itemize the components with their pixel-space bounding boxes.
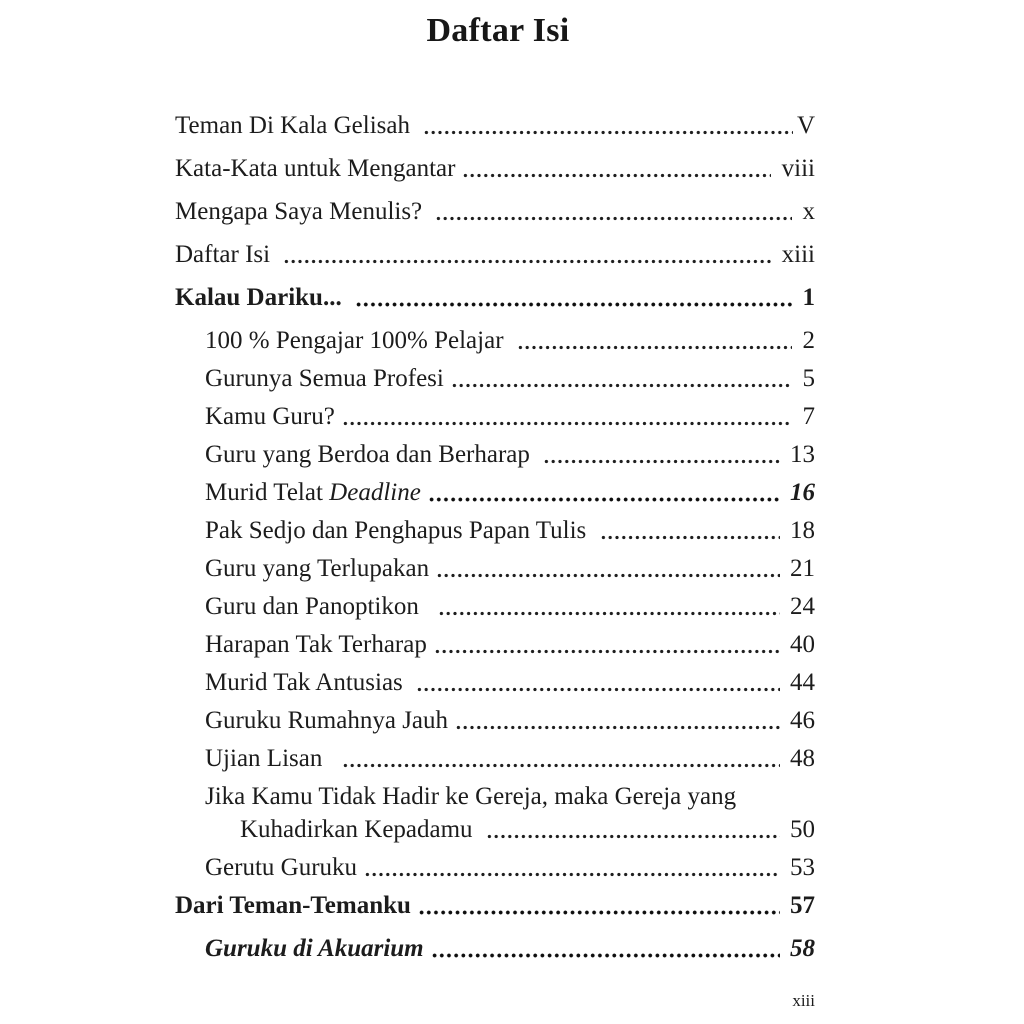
toc-entry-label-part: Mengapa Saya Menulis?: [175, 198, 429, 225]
dot-leader: [364, 872, 780, 877]
toc-entry: [175, 817, 815, 842]
toc-entry-page: 7: [796, 403, 815, 430]
toc-entry-label: [175, 156, 455, 181]
toc-entry: [175, 156, 815, 181]
toc-entry-page: V: [796, 112, 815, 139]
toc-entry-label: [205, 936, 424, 961]
toc-entry-page: 48: [783, 745, 815, 772]
toc-entry-label: [205, 480, 421, 505]
dot-leader: [283, 259, 771, 264]
toc-entry-line1: Jika Kamu Tidak Hadir ke Gereja, maka Gereja yang: [205, 783, 737, 810]
toc-entry-label-part: Guruku di Akuarium: [205, 935, 424, 962]
toc-entry-label-part: Gurunya Semua Profesi: [205, 365, 444, 392]
dot-leader: [355, 302, 792, 307]
dot-leader: [517, 345, 792, 350]
toc-entry-label: [205, 594, 431, 619]
toc-entry: [175, 285, 815, 310]
toc-entry-label: [175, 893, 411, 918]
toc-entry-label: [240, 817, 479, 842]
toc-entry-page: viii: [775, 155, 815, 182]
toc-entry: [175, 855, 815, 880]
toc-list: [175, 113, 815, 974]
toc-entry-label: [205, 632, 427, 657]
toc-entry-label-part: Teman Di Kala Gelisah: [175, 112, 417, 139]
toc-entry-label-part: Daftar Isi: [175, 241, 277, 268]
toc-entry: [175, 708, 815, 733]
folio-page-number: xiii: [792, 991, 815, 1010]
toc-entry: [175, 746, 815, 771]
toc-entry-label-part: 100 % Pengajar 100% Pelajar: [205, 327, 510, 354]
toc-entry: [175, 113, 815, 138]
toc-entry: [175, 404, 815, 429]
toc-entry-page: 18: [783, 517, 815, 544]
toc-entry-page: 16: [783, 479, 815, 506]
toc-entry-label: [205, 708, 448, 733]
toc-entry: [175, 936, 815, 961]
toc-entry: [175, 480, 815, 505]
toc-entry: [175, 632, 815, 657]
toc-entry: [175, 442, 815, 467]
dot-leader: [451, 383, 792, 388]
dot-leader: [436, 573, 780, 578]
toc-entry-page: 21: [783, 555, 815, 582]
toc-entry-page: 44: [783, 669, 815, 696]
toc-entry-label: [205, 328, 510, 353]
dot-leader: [418, 910, 780, 915]
dot-leader: [342, 421, 792, 426]
dot-leader: [543, 459, 780, 464]
toc-entry: [175, 556, 815, 581]
page-title: Daftar Isi: [426, 12, 570, 49]
toc-entry-label: [175, 285, 348, 310]
toc-entry-page: 53: [783, 854, 815, 881]
dot-leader: [431, 953, 780, 958]
toc-entry-label-part: Harapan Tak Terharap: [205, 631, 427, 658]
dot-leader: [342, 763, 780, 768]
toc-entry-page: xiii: [775, 241, 815, 268]
toc-entry-label: [175, 199, 428, 224]
toc-entry-label-part: Kalau Dariku...: [175, 284, 348, 311]
toc-entry: [175, 242, 815, 267]
dot-leader: [462, 173, 771, 178]
toc-entry-label-part: Kuhadirkan Kepadamu: [240, 816, 479, 843]
dot-leader: [428, 497, 780, 502]
toc-entry-page: 24: [783, 593, 815, 620]
toc-entry-label-part: Kamu Guru?: [205, 403, 335, 430]
toc-entry-page: 1: [796, 284, 815, 311]
toc-entry-page: 57: [783, 892, 815, 919]
toc-entry: [175, 594, 815, 619]
toc-entry-page: 13: [783, 441, 815, 468]
toc-entry-label: [175, 242, 276, 267]
toc-entry-label: [205, 746, 335, 771]
toc-entry-label-part: Kata-Kata untuk Mengantar: [175, 155, 456, 182]
toc-entry-label: [205, 366, 444, 391]
toc-entry-label-part: Murid Telat: [205, 479, 330, 506]
toc-entry-label-part: Dari Teman-Temanku: [175, 892, 411, 919]
dot-leader: [435, 216, 792, 221]
toc-entry-page: 5: [796, 365, 815, 392]
toc-entry-label: [205, 670, 409, 695]
toc-entry-label-part: Ujian Lisan: [205, 745, 335, 772]
toc-entry-label-part: Murid Tak Antusias: [205, 669, 410, 696]
dot-leader: [434, 649, 780, 654]
dot-leader: [416, 687, 780, 692]
toc-entry-label-part: Gerutu Guruku: [205, 854, 358, 881]
toc-entry: [175, 518, 815, 543]
toc-entry: [175, 366, 815, 391]
dot-leader: [455, 725, 780, 730]
toc-entry-label: [205, 855, 357, 880]
toc-entry-label-part: Deadline: [329, 479, 421, 506]
toc-entry-label: [205, 518, 593, 543]
toc-entry-label: [205, 556, 429, 581]
toc-entry-page: 50: [783, 816, 815, 843]
toc-entry: [175, 328, 815, 353]
toc-entry-page: 40: [783, 631, 815, 658]
toc-entry: [175, 670, 815, 695]
dot-leader: [600, 535, 780, 540]
toc-entry: [175, 199, 815, 224]
dot-leader: [486, 834, 780, 839]
toc-entry-page: x: [796, 198, 815, 225]
dot-leader: [438, 611, 779, 616]
toc-entry-label: [205, 404, 335, 429]
toc-entry-label: [175, 113, 416, 138]
toc-entry-label-part: Guru dan Panoptikon: [205, 593, 432, 620]
dot-leader: [423, 130, 793, 135]
toc-entry-page: 46: [783, 707, 815, 734]
toc-entry-label-part: Pak Sedjo dan Penghapus Papan Tulis: [205, 517, 593, 544]
toc-entry-label-part: Guruku Rumahnya Jauh: [205, 707, 449, 734]
toc-entry-label-part: Guru yang Berdoa dan Berharap: [205, 441, 537, 468]
toc-entry-page: 58: [783, 935, 815, 962]
toc-entry-page: 2: [796, 327, 815, 354]
toc-entry-label-part: Guru yang Terlupakan: [205, 555, 430, 582]
toc-entry: [175, 893, 815, 918]
toc-entry-label: [205, 442, 536, 467]
